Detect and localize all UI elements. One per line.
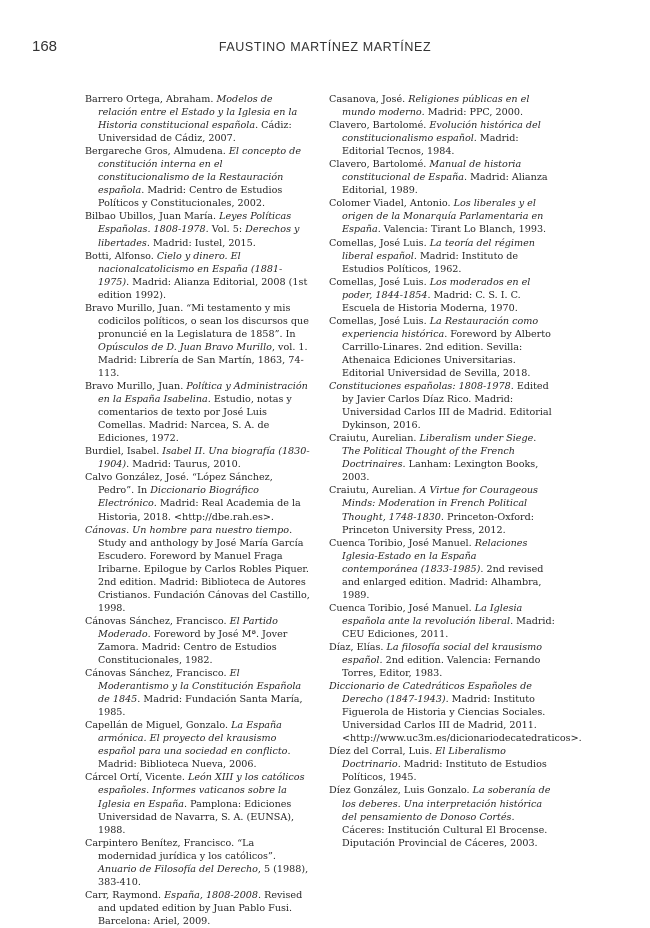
entry-title: Anuario de Filosofía del Derecho xyxy=(98,863,258,875)
bibliography-entry xyxy=(85,615,311,667)
entry-text: . Cádiz: Universidad de Cádiz, 2007. xyxy=(98,120,292,145)
entry-title: Evolución histórica del constitucionalismo español xyxy=(342,120,541,145)
bibliography-entry xyxy=(85,380,311,445)
bibliography-entry xyxy=(85,302,311,380)
entry-text: Bilbao Ubillos, Juan María. xyxy=(85,211,220,223)
bibliography-entry xyxy=(329,784,555,849)
entry-title: La filosofía social del krausismo español xyxy=(342,641,543,667)
entry-text: . Madrid: Instituto de Estudios Políticos, 1945. xyxy=(342,759,547,784)
entry-text: . Estudio, notas y comentarios de texto por José Luis Comellas. Madrid: Narcea, S. A. de Ediciones, 1972. xyxy=(98,394,292,445)
bibliography-left-column xyxy=(85,93,311,928)
bibliography-entry xyxy=(329,602,555,641)
entry-text: . Madrid: Alianza Editorial, 2008 (1st edition 1992). xyxy=(98,276,308,301)
entry-text: . Foreword by Alberto Carrillo-Linares. 2nd edition. Sevilla: Athenaica Ediciones Universitarias. Editorial Universidad de Sevilla, 2018. xyxy=(342,328,551,379)
entry-text: . Foreword by José Mª. Jover Zamora. Madrid: Centro de Estudios Constitucionales, 1982. xyxy=(98,628,288,667)
entry-text: . Madrid: Editorial Tecnos, 1984. xyxy=(342,133,519,158)
entry-title: Opúsculos de D. Juan Bravo Murillo xyxy=(98,341,272,353)
entry-text: Casanova, José. xyxy=(329,94,409,105)
bibliography-entry xyxy=(85,667,311,719)
entry-text: Capellán de Miguel, Gonzalo. xyxy=(85,720,232,732)
running-header: FAUSTINO MARTÍNEZ MARTÍNEZ xyxy=(218,40,432,54)
entry-title: Relaciones Iglesia-Estado en la España contemporánea (1833-1985) xyxy=(342,537,528,575)
entry-text: . Lanham: Lexington Books, 2003. xyxy=(342,459,539,484)
entry-text: Díez González, Luis Gonzalo. xyxy=(329,785,473,797)
entry-title: Isabel II. Una biografía (1830-1904) xyxy=(98,446,310,471)
bibliography-entry xyxy=(329,315,555,380)
entry-title: Los moderados en el poder, 1844-1854 xyxy=(342,276,531,301)
entry-text: Cánovas Sánchez, Francisco. xyxy=(85,615,230,627)
bibliography-entry xyxy=(85,471,311,523)
entry-text: Barrero Ortega, Abraham. xyxy=(85,94,217,105)
entry-title: Manual de historia constitucional de España xyxy=(342,159,522,184)
entry-title: Cánovas. Un hombre para nuestro tiempo xyxy=(85,524,290,536)
entry-title: La Restauración como experiencia histórica xyxy=(342,315,539,340)
bibliography-right-column xyxy=(329,93,582,850)
entry-text: . Cáceres: Institución Cultural El Brocense. Diputación Provincial de Cáceres, 2003. xyxy=(342,811,548,849)
entry-text: Calvo González, José. “López Sánchez, Pedro”. In xyxy=(85,472,273,497)
entry-title: León XIII y los católicos españoles. Informes vaticanos sobre la Iglesia en España xyxy=(98,772,305,810)
entry-text: Craiutu, Aurelian. xyxy=(329,485,420,497)
entry-text: . 2nd revised and enlarged edition. Madrid: Alhambra, 1989. xyxy=(342,563,544,601)
entry-text: Comellas, José Luis. xyxy=(329,276,430,288)
bibliography-entry xyxy=(329,484,555,536)
bibliography-entry xyxy=(329,745,555,784)
entry-title: Religiones públicas en el mundo moderno xyxy=(342,94,530,119)
entry-text: Cuenca Toribio, José Manuel. xyxy=(329,537,475,549)
entry-text: Botti, Alfonso. xyxy=(85,250,157,262)
bibliography-entry xyxy=(85,445,311,471)
entry-title: Diccionario de Catedráticos Españoles de Derecho (1847-1943) xyxy=(329,681,532,706)
entry-title: Política y Administración en la España Isabelina xyxy=(98,381,308,406)
entry-title: La teoría del régimen liberal español xyxy=(342,237,535,262)
entry-text: . Madrid: Instituto Figuerola de Historia y Ciencias Sociales. Universidad Carlos III de Madrid, 2011. <http://www.uc3m.es/dicionariodecatedraticos>. xyxy=(342,694,582,745)
entry-title: La España armónica. El proyecto del krausismo español para una sociedad en conflicto xyxy=(98,720,288,758)
entry-text: Colomer Viadel, Antonio. xyxy=(329,198,454,210)
bibliography-entry xyxy=(85,719,311,771)
entry-text: Díez del Corral, Luis. xyxy=(329,746,436,758)
entry-text: . Princeton-Oxford: Princeton University Press, 2012. xyxy=(342,511,534,536)
entry-title: Leyes Políticas Españolas. 1808-1978 xyxy=(98,211,292,236)
bibliography-entry xyxy=(329,680,582,745)
bibliography-entry xyxy=(85,524,311,615)
entry-text: . Revised and updated edition by Juan Pablo Fusi. Barcelona: Ariel, 2009. xyxy=(98,889,303,927)
bibliography-entry xyxy=(329,93,555,119)
entry-title: Derechos y libertades xyxy=(98,224,300,249)
entry-text: . Madrid: Centro de Estudios Políticos y Constitucionales, 2002. xyxy=(98,185,283,210)
bibliography-entry xyxy=(329,119,555,158)
entry-text: Díaz, Elías. xyxy=(329,641,387,653)
bibliography-entry xyxy=(85,210,311,249)
entry-text: Carr, Raymond. xyxy=(85,889,165,901)
entry-text: Bergareche Gros, Almudena. xyxy=(85,146,229,158)
entry-title: Los liberales y el origen de la Monarquía Parlamentaria en España xyxy=(342,198,544,236)
entry-text: . Madrid: C. S. I. C. Escuela de Historia Moderna, 1970. xyxy=(342,289,521,314)
entry-text: . Madrid: Biblioteca Nueva, 2006. xyxy=(98,746,291,771)
entry-title: España, 1808-2008 xyxy=(164,889,259,901)
bibliography-entry xyxy=(329,197,555,236)
entry-text: . Madrid: Taurus, 2010. xyxy=(126,459,241,471)
entry-text: Bravo Murillo, Juan. xyxy=(85,381,187,393)
bibliography-entry xyxy=(329,276,555,315)
entry-text: Cuenca Toribio, José Manuel. xyxy=(329,602,475,614)
entry-text: Comellas, José Luis. xyxy=(329,237,430,249)
entry-text: Carpintero Benítez, Francisco. “La modernidad jurídica y los católicos”. xyxy=(85,837,276,862)
bibliography-entry xyxy=(85,250,311,302)
entry-text: . Vol. 5: xyxy=(205,224,246,236)
entry-text: , 5 (1988), 383-410. xyxy=(98,863,309,888)
entry-title: La Iglesia española ante la revolución liberal xyxy=(342,602,523,627)
entry-text: Bravo Murillo, Juan. “Mi testamento y mis codicilos políticos, o sean los discursos que pronuncié en la Legislatura de 1858”. In xyxy=(85,302,309,340)
entry-title: Cielo y dinero. El nacionalcatolicismo en España (1881-1975) xyxy=(98,250,283,288)
bibliography-entry xyxy=(329,380,555,432)
entry-title: El Liberalismo Doctrinario xyxy=(342,746,506,771)
entry-text: . Madrid: Fundación Santa María, 1985. xyxy=(98,694,303,719)
entry-text: Cánovas Sánchez, Francisco. xyxy=(85,668,230,680)
entry-text: . Pamplona: Ediciones Universidad de Navarra, S. A. (EUNSA), 1988. xyxy=(98,798,295,836)
entry-title: Diccionario Biográfico Electrónico xyxy=(98,485,259,510)
bibliography-entry xyxy=(329,158,555,197)
entry-title: El Moderantismo y la Constitución Española de 1845 xyxy=(98,668,302,706)
bibliography-entry xyxy=(329,237,555,276)
bibliography-entry xyxy=(329,641,555,680)
entry-title: A Virtue for Courageous Minds: Moderation in French Political Thought, 1748-1830 xyxy=(342,485,538,523)
entry-text: . 2nd edition. Valencia: Fernando Torres, Editor, 1983. xyxy=(342,655,541,680)
entry-text: . Valencia: Tirant Lo Blanch, 1993. xyxy=(377,224,547,236)
entry-title: El concepto de constitución interna en el constitucionalismo de la Restauración española xyxy=(98,146,301,197)
entry-text: . Madrid: PPC, 2000. xyxy=(421,107,523,119)
entry-text: Craiutu, Aurelian. xyxy=(329,433,420,445)
entry-text: . Madrid: Iustel, 2015. xyxy=(146,237,256,249)
entry-title: Liberalism under Siege. The Political Thought of the French Doctrinaires xyxy=(342,433,537,471)
bibliography-entry xyxy=(85,93,311,145)
bibliography-entry xyxy=(85,145,311,210)
entry-text: . Study and anthology by José María García Escudero. Foreword by Manuel Fraga Iribarne. Epilogue by Carlos Robles Piquer. 2nd edition. Madrid: Biblioteca de Autores Cristianos. Fundación Cánovas del Castillo, 1998. xyxy=(98,524,310,614)
entry-title: El Partido Moderado xyxy=(98,615,278,640)
entry-text: . Madrid: Real Academia de la Historia, 2018. <http://dbe.rah.es>. xyxy=(98,498,301,523)
entry-text: Cárcel Ortí, Vicente. xyxy=(85,772,188,784)
entry-title: Modelos de relación entre el Estado y la Iglesia en la Historia constitucional española xyxy=(98,94,298,132)
entry-text: Clavero, Bartolomé. xyxy=(329,120,430,132)
entry-text: . Madrid: Instituto de Estudios Políticos, 1962. xyxy=(342,250,519,275)
entry-title: La soberanía de los deberes. Una interpretación histórica del pensamiento de Donoso Cortés xyxy=(342,785,551,823)
entry-text: . Madrid: CEU Ediciones, 2011. xyxy=(342,615,555,640)
entry-text: Burdiel, Isabel. xyxy=(85,446,163,458)
entry-text: Clavero, Bartolomé. xyxy=(329,159,430,171)
entry-text: . Edited by Javier Carlos Díaz Rico. Madrid: Universidad Carlos III de Madrid. Editorial Dykinson, 2016. xyxy=(342,381,552,432)
bibliography-entry xyxy=(329,432,555,484)
entry-text: . Madrid: Alianza Editorial, 1989. xyxy=(342,172,548,197)
entry-title: Constituciones españolas: 1808-1978 xyxy=(329,381,511,393)
bibliography-entry xyxy=(85,889,311,928)
entry-text: Comellas, José Luis. xyxy=(329,315,430,327)
entry-text: , vol. 1. Madrid: Librería de San Martín, 1863, 74-113. xyxy=(98,341,308,379)
bibliography-entry xyxy=(85,771,311,836)
bibliography-entry xyxy=(85,837,311,889)
page-number: 168 xyxy=(32,38,58,55)
bibliography-entry xyxy=(329,537,555,602)
